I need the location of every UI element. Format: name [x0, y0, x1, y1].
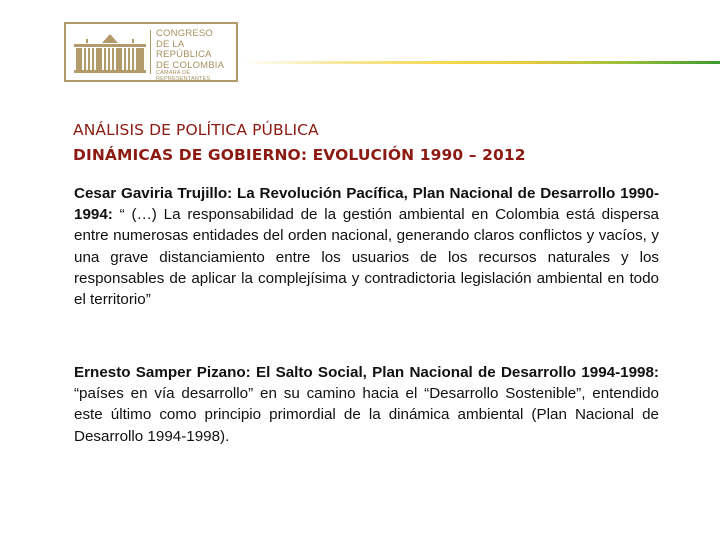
logo-line-1: CONGRESO — [156, 28, 214, 39]
capitol-building-icon — [72, 30, 148, 74]
paragraph-body: “países en vía desarrollo” en su camino hacia el “Desarrollo Sostenible”, entendido este último como principio primordial de la dinámica ambiental (Plan Nacional de Desarrollo 1994-1998). — [74, 385, 659, 445]
logo-line-3: DE COLOMBIA — [156, 59, 225, 71]
paragraph-body: “ (…) La responsabilidad de la gestión ambiental en Colombia está dispersa entre numerosas entidades del orden nacional, generando claros conflictos y vacíos, y una grave distanciamiento entre los usuarios de los recursos naturales y los responsables de aplicar la complejísima y contradictoria legislación ambiental en todo el territorio” — [74, 206, 659, 309]
logo-subtitle: CÁMARA DE REPRESENTANTES — [156, 70, 211, 82]
logo-divider — [150, 30, 151, 74]
paragraph-samper — [74, 362, 659, 447]
flag-color-bar — [240, 61, 720, 64]
paragraph-lead: Ernesto Samper Pizano: El Salto Social, Plan Nacional de Desarrollo 1994-1998: — [74, 364, 659, 381]
page-subtitle: DINÁMICAS DE GOBIERNO: EVOLUCIÓN 1990 – 2012 — [73, 146, 526, 164]
congress-logo — [64, 22, 238, 82]
page-title: ANÁLISIS DE POLÍTICA PÚBLICA — [73, 121, 319, 139]
logo-text — [156, 29, 236, 71]
paragraph-gaviria — [74, 183, 659, 310]
logo-line-2: DE LA REPÚBLICA — [156, 38, 212, 60]
paragraph-lead: Cesar Gaviria Trujillo: La Revolución Pacífica, Plan Nacional de Desarrollo 1990-1994: — [74, 185, 659, 224]
